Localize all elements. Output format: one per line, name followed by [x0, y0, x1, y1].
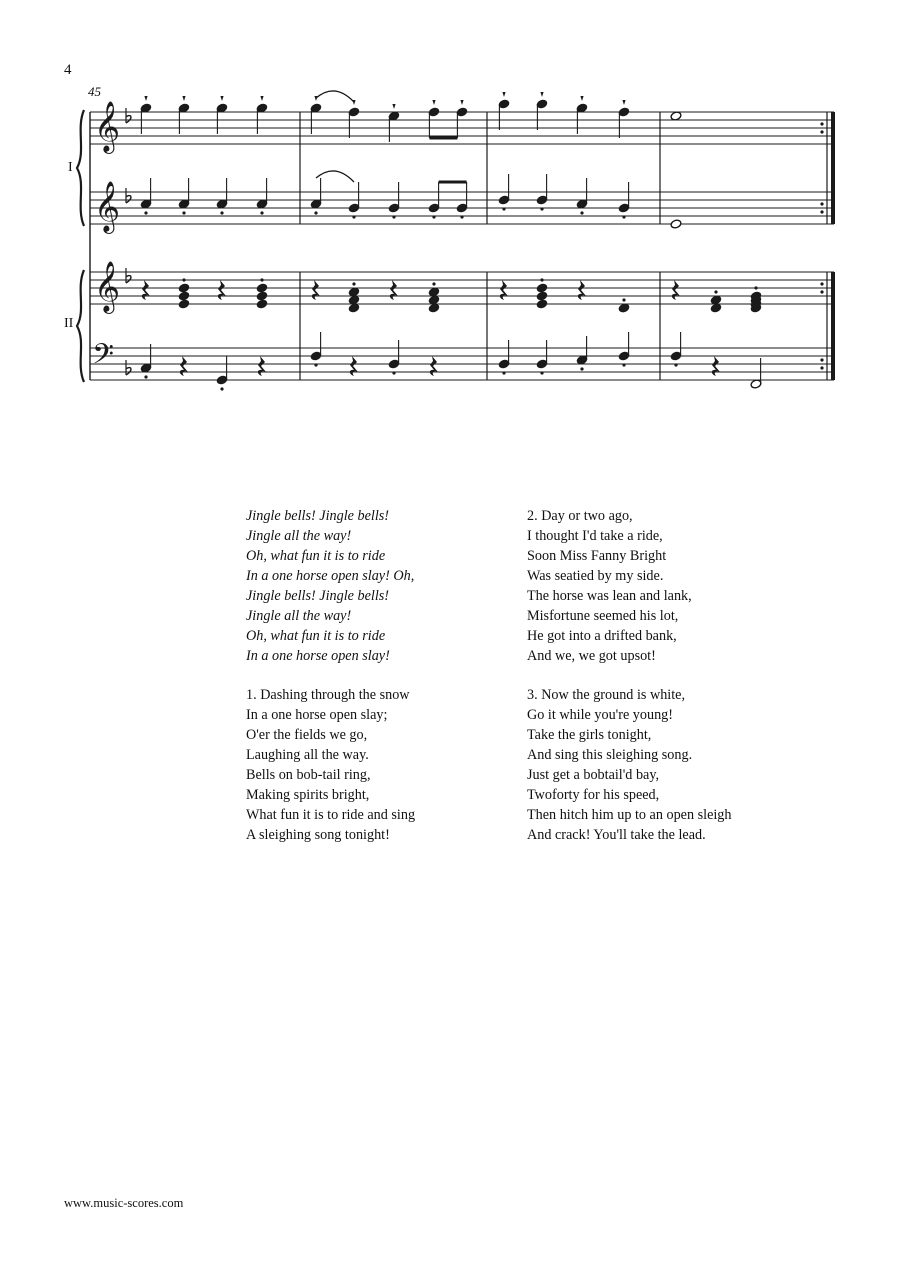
- measure-number: 45: [88, 84, 101, 99]
- right-verse-1: [527, 685, 732, 845]
- lyric-line: In a one horse open slay;: [246, 707, 388, 723]
- staccato-dot: [182, 278, 185, 281]
- lyric-line: Just get a bobtail'd bay,: [527, 767, 660, 783]
- lyric-line: I thought I'd take a ride,: [527, 528, 663, 544]
- lyric-line: He got into a drifted bank,: [527, 628, 677, 644]
- lyric-line: 1. Dashing through the snow: [246, 687, 410, 703]
- lyric-line: And sing this sleighing song.: [527, 747, 693, 763]
- staccato-dot: [540, 371, 543, 374]
- treble-clef: 𝄞: [93, 260, 121, 312]
- repeat-dot: [820, 122, 823, 125]
- staccato-dot: [460, 215, 463, 218]
- staccato-dot: [502, 371, 505, 374]
- staccato-dot: [622, 215, 625, 218]
- staccato-wedge: [220, 96, 223, 101]
- lyric-line: Jingle all the way!: [246, 528, 352, 544]
- staccato-dot: [622, 363, 625, 366]
- slur: [316, 171, 354, 182]
- staccato-wedge: [540, 92, 543, 97]
- staccato-wedge: [460, 100, 463, 105]
- staccato-dot: [754, 286, 757, 289]
- staccato-dot: [144, 211, 147, 214]
- repeat-dot: [820, 130, 823, 133]
- lyric-line: And we, we got upsot!: [527, 648, 656, 664]
- lyric-line: Then hitch him up to an open sleigh: [527, 807, 732, 823]
- staccato-dot: [220, 211, 223, 214]
- group-label-II: II: [64, 316, 74, 331]
- flat-sign: [126, 276, 131, 283]
- staccato-wedge: [502, 92, 505, 97]
- whole-note: [670, 219, 682, 229]
- lyric-line: In a one horse open slay! Oh,: [246, 568, 415, 584]
- staccato-dot: [432, 215, 435, 218]
- lyric-line: O'er the fields we go,: [246, 727, 368, 743]
- staccato-dot: [392, 215, 395, 218]
- bass-clef: 𝄢: [92, 337, 114, 378]
- repeat-dot: [820, 290, 823, 293]
- left-verse-0: [246, 506, 415, 666]
- staccato-dot: [220, 387, 223, 390]
- staccato-wedge: [432, 100, 435, 105]
- treble-clef: 𝄞: [93, 180, 121, 232]
- staccato-dot: [580, 211, 583, 214]
- chord-note: [178, 299, 190, 309]
- lyrics-left-column: [246, 506, 415, 864]
- staccato-dot: [502, 207, 505, 210]
- repeat-dot: [820, 210, 823, 213]
- staccato-dot: [182, 211, 185, 214]
- quarter-rest: [350, 356, 358, 376]
- lyric-line: Was seatied by my side.: [527, 568, 664, 584]
- footer-url: www.music-scores.com: [64, 1196, 184, 1210]
- chord-note: [178, 291, 190, 301]
- quarter-rest: [672, 280, 680, 300]
- flat-sign: [126, 368, 131, 375]
- staccato-wedge: [182, 96, 185, 101]
- staccato-dot: [580, 367, 583, 370]
- staccato-dot: [260, 211, 263, 214]
- repeat-dot: [820, 366, 823, 369]
- lyric-line: Bells on bob-tail ring,: [246, 767, 371, 783]
- quarter-rest: [390, 280, 398, 300]
- quarter-rest: [500, 280, 508, 300]
- chord-note: [256, 291, 268, 301]
- staccato-wedge: [580, 96, 583, 101]
- staccato-dot: [352, 282, 355, 285]
- lyric-line: Misfortune seemed his lot,: [527, 608, 679, 624]
- chord-note: [536, 291, 548, 301]
- quarter-rest: [578, 280, 586, 300]
- staccato-dot: [540, 207, 543, 210]
- quarter-rest: [430, 356, 438, 376]
- lyric-line: Take the girls tonight,: [527, 727, 652, 743]
- lyric-line: Making spirits bright,: [246, 787, 370, 803]
- lyric-line: Oh, what fun it is to ride: [246, 628, 386, 644]
- quarter-rest: [258, 356, 266, 376]
- staccato-wedge: [260, 96, 263, 101]
- staccato-wedge: [144, 96, 147, 101]
- staccato-dot: [314, 363, 317, 366]
- staccato-dot: [432, 282, 435, 285]
- treble-clef: 𝄞: [93, 100, 121, 152]
- chord-note: [536, 299, 548, 309]
- lyric-line: Laughing all the way.: [246, 747, 369, 763]
- lyric-line: Oh, what fun it is to ride: [246, 548, 386, 564]
- quarter-rest: [712, 356, 720, 376]
- staccato-dot: [352, 215, 355, 218]
- repeat-dot: [820, 282, 823, 285]
- staccato-dot: [674, 363, 677, 366]
- lyric-line: 3. Now the ground is white,: [527, 687, 686, 703]
- lyric-line: Jingle bells! Jingle bells!: [246, 588, 390, 604]
- page-number: 4: [64, 62, 72, 78]
- quarter-rest: [142, 280, 150, 300]
- staccato-wedge: [622, 100, 625, 105]
- lyric-line: Twoforty for his speed,: [527, 787, 660, 803]
- staccato-dot: [314, 211, 317, 214]
- group-label-I: I: [68, 160, 73, 175]
- chord-note: [256, 299, 268, 309]
- flat-sign: [126, 196, 131, 203]
- quarter-rest: [218, 280, 226, 300]
- lyric-line: The horse was lean and lank,: [527, 588, 692, 604]
- lyric-line: Jingle bells! Jingle bells!: [246, 508, 390, 524]
- lyric-line: A sleighing song tonight!: [246, 827, 390, 843]
- lyric-line: What fun it is to ride and sing: [246, 807, 416, 823]
- lyrics-right-column: [527, 506, 732, 864]
- staccato-dot: [540, 278, 543, 281]
- lyric-line: 2. Day or two ago,: [527, 508, 633, 524]
- quarter-rest: [312, 280, 320, 300]
- staccato-dot: [622, 298, 625, 301]
- music-score: [0, 0, 900, 400]
- left-verse-1: [246, 685, 415, 845]
- brace: [77, 270, 84, 382]
- chord-note: [178, 283, 190, 293]
- repeat-dot: [820, 358, 823, 361]
- lyric-line: Soon Miss Fanny Bright: [527, 548, 667, 564]
- quarter-rest: [180, 356, 188, 376]
- chord-note: [536, 283, 548, 293]
- staccato-dot: [144, 375, 147, 378]
- lyric-line: Go it while you're young!: [527, 707, 673, 723]
- staccato-dot: [260, 278, 263, 281]
- staccato-wedge: [392, 104, 395, 109]
- right-verse-0: [527, 506, 732, 666]
- flat-sign: [126, 116, 131, 123]
- lyric-line: In a one horse open slay!: [246, 648, 390, 664]
- lyric-line: Jingle all the way!: [246, 608, 352, 624]
- staccato-dot: [714, 290, 717, 293]
- lyric-line: And crack! You'll take the lead.: [527, 827, 706, 843]
- brace: [77, 110, 84, 226]
- chord-note: [256, 283, 268, 293]
- staccato-dot: [392, 371, 395, 374]
- repeat-dot: [820, 202, 823, 205]
- slur: [316, 91, 354, 102]
